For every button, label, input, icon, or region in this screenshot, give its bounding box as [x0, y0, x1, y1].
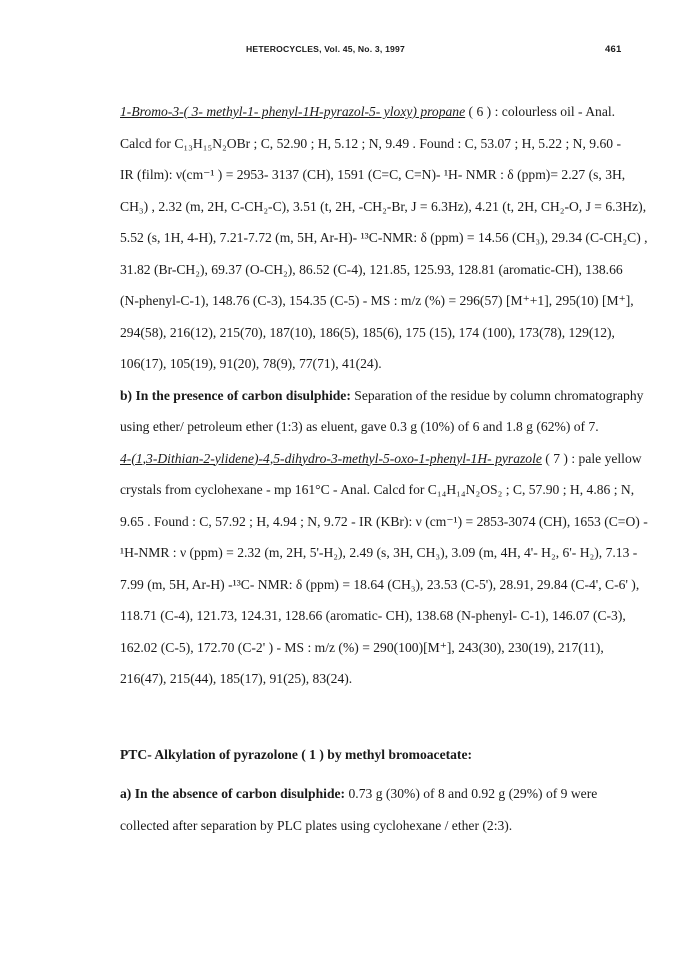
text-line: collected after separation by PLC plates using cyclohexane / ether (2:3). [120, 817, 513, 833]
compound-7-appearance: : pale yellow [571, 450, 642, 466]
ptc-a-text: 0.73 g (30%) of 8 and 0.92 g (29%) of 9 were [348, 786, 598, 801]
text-line: 162.02 (C-5), 172.70 (C-2' ) - MS : m/z (%) = 290(100)[M⁺], 243(30), 230(19), 217(11), [120, 639, 604, 655]
text-line [120, 443, 642, 475]
text-line: ¹H-NMR : ν (ppm) = 2.32 (m, 2H, 5'-H₂), 2.49 (s, 3H, CH₃), 3.09 (m, 4H, 4'- H₂, 6'- H₂), 7.13 - [120, 545, 638, 560]
text-line: (N-phenyl-C-1), 148.76 (C-3), 154.35 (C-5) - MS : m/z (%) = 296(57) [M⁺+1], 295(10) [M⁺], [120, 293, 634, 308]
section-spacer [120, 770, 628, 778]
text-line [120, 380, 644, 412]
section-b-paragraph [120, 380, 644, 443]
compound-6-paragraph [120, 96, 648, 380]
journal-citation: HETEROCYCLES, Vol. 45, No. 3, 1997 [246, 44, 405, 54]
section-b-heading: b) In the presence of carbon disulphide: [120, 387, 351, 403]
page-number: 461 [605, 44, 622, 55]
text-line: using ether/ petroleum ether (1:3) as eluent, gave 0.3 g (10%) of 6 and 1.8 g (62%) of 7. [120, 419, 599, 434]
text-line: crystals from cyclohexane - mp 161°C - Anal. Calcd for C₁₄H₁₄N₂OS₂ ; C, 57.90 ; H, 4.86 ; N, [120, 482, 635, 497]
text-line [120, 96, 628, 128]
text-line: IR (film): ν(cm⁻¹ ) = 2953- 3137 (CH), 1591 (C=C, C=N)- ¹H- NMR : δ (ppm)= 2.27 (s, 3H, [120, 167, 626, 182]
text-line: 294(58), 216(12), 215(70), 187(10), 186(5), 185(6), 175 (15), 174 (100), 173(78), 129(12), [120, 324, 615, 340]
text-line: 9.65 . Found : C, 57.92 ; H, 4.94 ; N, 9.72 - IR (KBr): ν (cm⁻¹) = 2853-3074 (CH), 1653 (C=O) - [120, 513, 648, 529]
ptc-heading: PTC- Alkylation of pyrazolone ( 1 ) by methyl bromoacetate: [120, 746, 473, 762]
text-line: Calcd for C₁₃H₁₅N₂OBr ; C, 52.90 ; H, 5.12 ; N, 9.49 . Found : C, 53.07 ; H, 5.22 ; N, 9.60 - [120, 135, 621, 151]
compound-6-appearance: : colourless oil - Anal. [494, 104, 616, 119]
ptc-section [120, 739, 628, 842]
text-line: CH₃) , 2.32 (m, 2H, C-CH₂-C), 3.51 (t, 2H, -CH₂-Br, J = 6.3Hz), 4.21 (t, 2H, CH₂-O, J = 6.3Hz), [120, 198, 647, 214]
article-body [120, 96, 648, 841]
compound-7-name: 4-(1,3-Dithian-2-ylidene)-4,5-dihydro-3-methyl-5-oxo-1-phenyl-1H- pyrazole [120, 450, 542, 466]
text-line: 216(47), 215(44), 185(17), 91(25), 83(24). [120, 671, 353, 686]
section-b-text: Separation of the residue by column chromatography [354, 387, 644, 403]
text-line: 118.71 (C-4), 121.73, 124.31, 128.66 (aromatic- CH), 138.68 (N-phenyl- C-1), 146.07 (C-3), [120, 608, 626, 623]
compound-7-ref: ( 7 ) [545, 450, 568, 466]
section-spacer [120, 695, 628, 739]
text-line: 31.82 (Br-CH₂), 69.37 (O-CH₂), 86.52 (C-4), 121.85, 125.93, 128.81 (aromatic-CH), 138.66 [120, 261, 623, 277]
compound-7-paragraph [120, 443, 648, 695]
text-line [120, 778, 628, 810]
ptc-a-heading: a) In the absence of carbon disulphide: [120, 786, 346, 801]
compound-6-ref: ( 6 ) [468, 104, 492, 119]
compound-6-name: 1-Bromo-3-( 3- methyl-1- phenyl-1H-pyrazol-5- yloxy) propane [120, 104, 466, 119]
running-header [0, 41, 695, 59]
text-line: 5.52 (s, 1H, 4-H), 7.21-7.72 (m, 5H, Ar-H)- ¹³C-NMR: δ (ppm) = 14.56 (CH₃), 29.34 (C-CH₂C) , [120, 230, 648, 245]
text-line: 7.99 (m, 5H, Ar-H) -¹³C- NMR: δ (ppm) = 18.64 (CH₃), 23.53 (C-5'), 28.91, 29.84 (C-4', C-6' ), [120, 576, 640, 592]
text-line: 106(17), 105(19), 91(20), 78(9), 77(71), 41(24). [120, 356, 382, 371]
